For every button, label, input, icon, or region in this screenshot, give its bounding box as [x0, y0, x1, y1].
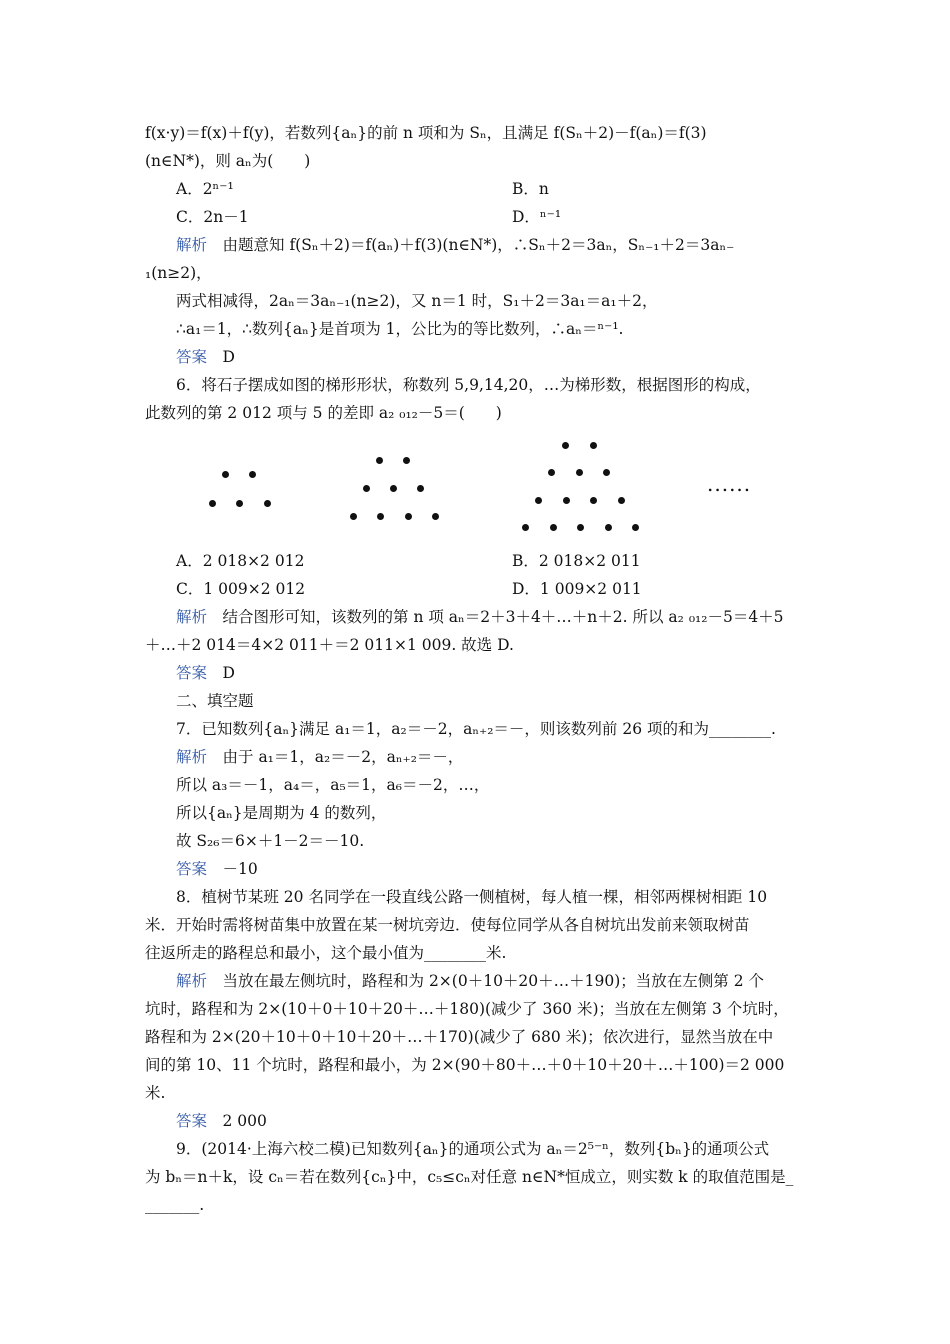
- q7-solution-line-1: [176, 746, 463, 768]
- stone: [550, 524, 557, 531]
- q6-option-b: B．2 018×2 011: [512, 552, 641, 570]
- stone: [264, 500, 271, 507]
- q8-solution-line-1: [176, 970, 764, 992]
- stone: [603, 469, 610, 476]
- q5-solution-line-1: [176, 234, 734, 256]
- q8-solution-line-5: 米.: [145, 1084, 166, 1102]
- q6-option-c: C．1 009×2 012: [176, 580, 306, 598]
- solution-text: 当放在最左侧坑时，路程和为 2×(0＋10＋20＋…＋190)；当放在左侧第 2 个: [207, 972, 764, 990]
- q5-option-a: A．2ⁿ⁻¹: [176, 180, 234, 198]
- q6-solution-line-1: [176, 606, 784, 628]
- q5-option-c: C．2n－1: [176, 208, 249, 226]
- q7-answer: [176, 858, 258, 880]
- q5-solution-line-4: ∴a₁＝1，∴数列{aₙ}是首项为 1，公比为的等比数列，∴aₙ＝ⁿ⁻¹.: [176, 320, 624, 338]
- solution-text: 由于 a₁＝1，a₂＝－2，aₙ₊₂＝－，: [207, 748, 464, 766]
- answer-label: 答案: [176, 664, 208, 682]
- q7-solution-line-2: 所以 a₃＝－1，a₄＝，a₅＝1，a₆＝－2，…，: [176, 776, 490, 794]
- solution-label: 解析: [176, 236, 208, 254]
- q8-text-line-3: 往返所走的路程总和最小，这个最小值为________米.: [145, 944, 507, 962]
- stone: [390, 485, 397, 492]
- q8-solution-line-2: 坑时，路程和为 2×(10＋0＋10＋20＋…＋180)(减少了 360 米)；当放在左侧第 3 个坑时，: [145, 1000, 789, 1018]
- answer-value: D: [207, 664, 235, 682]
- stone: [350, 513, 357, 520]
- q7-solution-line-3: 所以{aₙ}是周期为 4 的数列，: [176, 804, 387, 822]
- q5-answer: [176, 346, 235, 368]
- stone: [590, 442, 597, 449]
- answer-value: 2 000: [207, 1112, 267, 1130]
- solution-label: 解析: [176, 972, 208, 990]
- stone: [562, 442, 569, 449]
- stone: [632, 524, 639, 531]
- q8-answer: [176, 1110, 267, 1132]
- q6-solution-line-2: ＋…＋2 014＝4×2 011＋＝2 011×1 009. 故选 D.: [145, 636, 514, 654]
- q8-text-line-2: 米．开始时需将树苗集中放置在某一树坑旁边．使每位同学从各自树坑出发前来领取树苗: [145, 916, 750, 934]
- stone: [236, 500, 243, 507]
- stone: [618, 497, 625, 504]
- figure-ellipsis: ......: [707, 472, 752, 496]
- stone: [405, 513, 412, 520]
- q9-text-line-3: _______.: [145, 1196, 205, 1214]
- stone: [376, 457, 383, 464]
- q9-text-line-2: 为 bₙ＝n＋k，设 cₙ＝若在数列{cₙ}中，c₅≤cₙ对任意 n∈N*恒成立，则实数 k 的取值范围是_: [145, 1168, 794, 1186]
- solution-label: 解析: [176, 748, 208, 766]
- stone: [576, 469, 583, 476]
- q8-text-line-1: 8．植树节某班 20 名同学在一段直线公路一侧植树，每人植一棵，相邻两棵树相距 10: [176, 888, 768, 906]
- solution-text: 由题意知 f(Sₙ＋2)＝f(aₙ)＋f(3)(n∈N*)，∴Sₙ＋2＝3aₙ，Sₙ₋₁＋2＝3aₙ₋: [207, 236, 735, 254]
- answer-value: D: [207, 348, 235, 366]
- q8-solution-line-3: 路程和为 2×(20＋10＋0＋10＋20＋…＋170)(减少了 680 米)；依次进行，显然当放在中: [145, 1028, 774, 1046]
- q5-solution-line-3: 两式相减得，2aₙ＝3aₙ₋₁(n≥2)，又 n＝1 时，S₁＋2＝3a₁＝a₁＋2，: [176, 292, 658, 310]
- answer-value: －10: [207, 860, 258, 878]
- q5-solution-line-2: ₁(n≥2)，: [145, 264, 212, 282]
- q8-solution-line-4: 间的第 10、11 个坑时，路程和最小，为 2×(90＋80＋…＋0＋10＋20＋…＋100)＝2 000: [145, 1056, 785, 1074]
- q6-text-line-2: 此数列的第 2 012 项与 5 的差即 a₂ ₀₁₂－5＝( ): [145, 404, 502, 422]
- stone: [590, 497, 597, 504]
- q6-text-line-1: 6．将石子摆成如图的梯形形状，称数列 5,9,14,20，…为梯形数，根据图形的构成，: [176, 376, 761, 394]
- stone: [377, 513, 384, 520]
- stone: [363, 485, 370, 492]
- stone: [249, 471, 256, 478]
- q7-solution-line-4: 故 S₂₆＝6×＋1－2＝－10.: [176, 832, 365, 850]
- stone: [577, 524, 584, 531]
- q5-option-d: D．ⁿ⁻¹: [512, 208, 562, 226]
- section-heading: 二、填空题: [176, 692, 254, 710]
- stone: [563, 497, 570, 504]
- stone: [432, 513, 439, 520]
- stone: [605, 524, 612, 531]
- q6-option-d: D．1 009×2 011: [512, 580, 642, 598]
- stone: [222, 471, 229, 478]
- solution-label: 解析: [176, 608, 208, 626]
- q9-text-line-1: 9．(2014·上海六校二模)已知数列{aₙ}的通项公式为 aₙ＝2⁵⁻ⁿ，数列{bₙ}的通项公式: [176, 1140, 770, 1158]
- q7-text: 7．已知数列{aₙ}满足 a₁＝1，a₂＝－2，aₙ₊₂＝－，则该数列前 26 项的和为________.: [176, 720, 776, 738]
- stone: [535, 497, 542, 504]
- q5-text-line-1: f(x·y)＝f(x)＋f(y)，若数列{aₙ}的前 n 项和为 Sₙ，且满足 f(Sₙ＋2)－f(aₙ)＝f(3): [145, 124, 707, 142]
- q5-option-b: B．n: [512, 180, 549, 198]
- stone: [522, 524, 529, 531]
- q5-text-line-2: (n∈N*)，则 aₙ为( ): [145, 152, 311, 170]
- answer-label: 答案: [176, 860, 208, 878]
- stone: [417, 485, 424, 492]
- stone: [209, 500, 216, 507]
- answer-label: 答案: [176, 348, 208, 366]
- stone: [403, 457, 410, 464]
- q6-option-a: A．2 018×2 012: [176, 552, 305, 570]
- q6-answer: [176, 662, 235, 684]
- answer-label: 答案: [176, 1112, 208, 1130]
- stone: [548, 469, 555, 476]
- solution-text: 结合图形可知，该数列的第 n 项 aₙ＝2＋3＋4＋…＋n＋2. 所以 a₂ ₀₁₂－5＝4＋5: [207, 608, 784, 626]
